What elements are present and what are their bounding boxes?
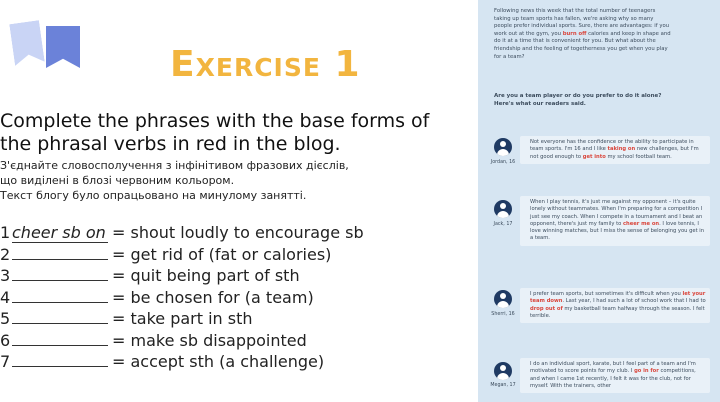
post-text-segment: my basketball team halfway through the season. I felt terrible.	[530, 305, 705, 319]
post-text-segment: When I play tennis, it's just me against my opponent – it's quite lonely without teammates. When I'm preparing for a competition I just see my coach. When I compete in a tournament and I beat an opponent, there's just my family to	[530, 199, 703, 227]
item-number: 3	[0, 266, 11, 285]
blog-intro-text: Following news this week that the total number of teenagers taking up team sports has fallen, we're asking why so many people prefer individual sports. Sure, there are advantages: if you work out at the gym, you	[494, 8, 670, 37]
item-number: 6	[0, 330, 11, 350]
post-author: Megan, 17	[490, 383, 516, 388]
answer-blank[interactable]	[12, 266, 108, 281]
item-definition: = accept sth (a challenge)	[112, 352, 325, 371]
exercise-list	[0, 223, 450, 374]
post-text	[520, 288, 710, 323]
phrasal-verb-highlight: get into	[582, 153, 606, 160]
post-text-segment: . Last year, I had such a lot of school work that I had to	[562, 298, 706, 305]
exercise-item	[0, 331, 450, 353]
post-text	[520, 136, 710, 164]
item-number: 5	[0, 309, 11, 328]
item-number: 2	[0, 244, 11, 264]
item-number: 7	[0, 352, 11, 371]
bookmark-light-icon	[9, 20, 45, 66]
item-definition: = be chosen for (a team)	[112, 287, 314, 307]
item-definition: = take part in sth	[112, 309, 253, 328]
instruction-ukrainian-line: що виділені в блозі червоним кольором.	[0, 174, 235, 187]
item-number: 4	[0, 287, 11, 307]
answer-blank[interactable]	[12, 331, 108, 346]
instruction-ukrainian-line: З'єднайте словосполучення з інфінітивом фразових дієслів,	[0, 159, 349, 172]
item-definition: = shout loudly to encourage sb	[112, 223, 364, 242]
exercise-title: Exercise 1	[170, 44, 361, 85]
blog-intro	[494, 8, 672, 61]
exercise-item	[0, 309, 450, 331]
post-text	[520, 196, 710, 246]
post-text-segment: Not everyone has the confidence or the ability to participate in team sports. I'm 16 and I like	[530, 139, 694, 153]
answer-blank[interactable]	[12, 245, 108, 260]
phrasal-verb-highlight: go in for	[634, 368, 659, 375]
bookmark-dark-icon	[46, 26, 80, 68]
item-definition: = get rid of (fat or calories)	[112, 244, 332, 264]
phrasal-verb-highlight: drop out of	[530, 305, 563, 312]
answer-blank[interactable]	[12, 288, 108, 303]
phrasal-verb-highlight: cheer me on	[622, 220, 660, 227]
post-text	[520, 358, 710, 393]
post-author: Jack, 17	[493, 222, 513, 227]
post-author: Sherri, 16	[491, 312, 515, 317]
post-text-segment: I prefer team sports, but sometimes it's difficult when you	[530, 291, 683, 297]
blog-question: Are you a team player or do you prefer to do it alone? Here's what our readers said.	[494, 93, 662, 107]
answer-blank[interactable]	[12, 309, 108, 324]
instruction-ukrainian	[0, 158, 440, 203]
avatar-icon	[494, 138, 512, 156]
post-text-segment: competitions, and when I came 1st recently, I felt it was for the club, not for myself. With the trainers, other	[530, 368, 696, 389]
exercise-item	[0, 266, 450, 288]
avatar-icon	[494, 200, 512, 218]
item-number: 1	[0, 223, 11, 242]
post-author: Jordan, 16	[490, 160, 516, 165]
item-definition: = quit being part of sth	[112, 266, 300, 285]
item-definition: = make sb disappointed	[112, 330, 307, 350]
post-text-segment: I do an individual sport, karate, but I feel part of a team and I'm motivated to score points for my club. I	[530, 361, 696, 375]
avatar-icon	[494, 362, 512, 380]
blog-intro-text: calories and keep in shape and do it at a time that is convenient for you. But what about the friendship and the feeling of togetherness you get when you play for a team?	[494, 30, 671, 60]
exercise-item	[0, 223, 450, 245]
answer-blank[interactable]	[12, 352, 108, 367]
answer-blank[interactable]: cheer sb on	[12, 223, 108, 243]
post-text-segment: new challenges, but I'm not good enough to	[530, 146, 699, 160]
phrasal-verb-highlight: let your team down	[530, 291, 706, 305]
instruction-english: Complete the phrases with the base forms of the phrasal verbs in red in the blog.	[0, 110, 430, 155]
post-text-segment: my school football team.	[605, 153, 672, 160]
post-text-segment: . I love tennis, I love winning matches, but I miss the sense of belonging you get in a team.	[530, 220, 705, 242]
avatar-icon	[494, 290, 512, 308]
phrasal-verb-highlight: burn off	[562, 30, 587, 37]
exercise-item	[0, 245, 450, 267]
phrasal-verb-highlight: taking on	[607, 146, 636, 153]
exercise-item	[0, 352, 450, 374]
exercise-item	[0, 288, 450, 310]
instruction-ukrainian-line: Текст блогу було опрацьовано на минулому занятті.	[0, 189, 307, 202]
